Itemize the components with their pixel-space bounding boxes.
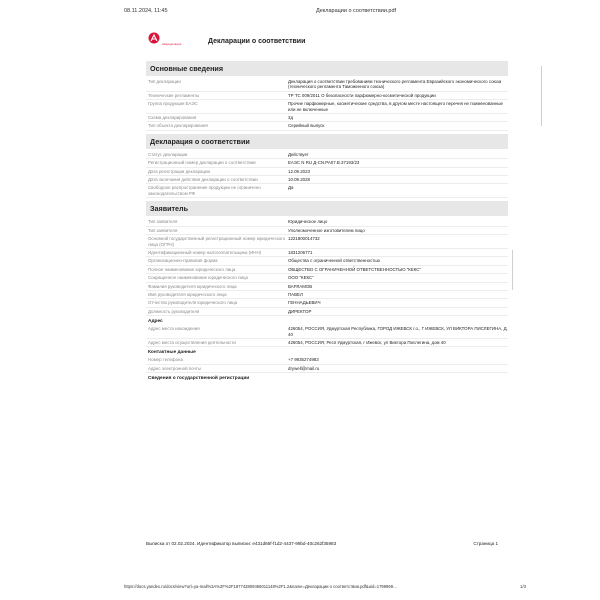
table-row — [146, 274, 508, 282]
table-row — [146, 339, 508, 347]
row-value: 426054, РОССИЯ, Респ Удмуртская, г Ижевск, ул Виктора Пислегина, дом 40 — [288, 339, 446, 345]
section-title: Заявитель — [146, 201, 508, 216]
document-title: Декларации о соответствии — [208, 38, 306, 45]
row-value: Уполномоченное изготовителем лицо — [288, 227, 365, 233]
row-label: Технические регламенты — [148, 92, 200, 98]
subsection-title: Контактные данные — [148, 350, 196, 356]
row-label: Основной государственный регистрационный номер юридического лица (ОГРН) — [148, 236, 286, 247]
row-label: Отчество руководителя юридического лица — [148, 300, 238, 306]
table-row — [146, 299, 508, 307]
row-value: Действует — [288, 151, 309, 157]
table-row — [146, 78, 508, 92]
print-footer — [124, 584, 526, 589]
row-label: Идентификационный номер налогоплательщика (ИНН) — [148, 249, 262, 255]
page-label: Страница 1 — [473, 541, 498, 546]
table-row — [146, 266, 508, 274]
row-value: ПАВЕЛ — [288, 291, 303, 297]
row-label: Организационно-правовая форма — [148, 258, 218, 264]
row-label: Дата окончания действия декларации о соответствии — [148, 177, 258, 183]
row-label: Тип заявителя — [148, 219, 178, 225]
row-value: Да — [288, 185, 294, 191]
row-label: Дата регистрации декларации — [148, 168, 210, 174]
row-value: Декларация о соответствии требованиям технического регламента Евразийского экономического союза (технического регламента Таможенного союза) — [288, 79, 502, 90]
row-value: Прочие парфюмерные, косметические средства, в другом месте настоящего перечня не поименованные или не включенные — [288, 101, 503, 112]
table-row — [146, 176, 508, 184]
subsection-title: Сведения о государственной регистрации — [148, 376, 250, 382]
section-title: Основные сведения — [146, 61, 508, 76]
document-header — [146, 30, 506, 52]
row-value: ОБЩЕСТВО С ОГРАНИЧЕННОЙ ОТВЕТСТВЕННОСТЬЮ "КЕКС" — [288, 266, 422, 272]
row-value: 1831206771 — [288, 249, 313, 255]
row-value: ЕАЭС N RU Д-CN.PA07.B.37193/23 — [288, 160, 360, 166]
table-row — [146, 92, 508, 100]
table-row — [146, 235, 508, 249]
table-row — [146, 114, 508, 122]
row-value: Общества с ограниченной ответственностью — [288, 258, 380, 264]
row-label: Адрес электронной почты — [148, 365, 201, 371]
row-label: Регистрационный номер декларации о соответствии — [148, 160, 256, 166]
section-title: Декларация о соответствии — [146, 134, 508, 149]
table-row — [146, 283, 508, 291]
row-label: Адрес места осуществления деятельности — [148, 339, 236, 345]
row-value: ООО "КЕКС" — [288, 275, 314, 281]
logo-text: Аккредитация — [162, 42, 182, 46]
row-value: Серийный выпуск — [288, 123, 325, 129]
table-row — [146, 365, 508, 373]
extract-id: Выписка от 02.02.2024. Идентификатор выписки: e431d66f-f1d2-4437-99bd-40c262f35983 — [146, 541, 337, 546]
row-label: Тип заявителя — [148, 227, 178, 233]
row-label: Тип декларации — [148, 79, 181, 84]
accreditation-logo-icon — [148, 32, 160, 44]
table-row — [146, 159, 508, 167]
row-value: ГЕННАДЬЕВИЧ — [288, 300, 321, 306]
row-label: Фамилия руководителя юридического лица — [148, 283, 237, 289]
row-value: +7 9935274983 — [288, 357, 319, 363]
table-row — [146, 291, 508, 299]
table-row — [146, 227, 508, 235]
table-row — [146, 184, 508, 198]
row-value: 12.09.2023 — [288, 168, 310, 174]
row-label: Статус декларации — [148, 151, 188, 157]
table-row — [146, 308, 508, 316]
row-label: Полное наименование юридического лица — [148, 266, 236, 272]
row-value: 10.09.2028 — [288, 177, 310, 183]
subsection-title: Адрес — [148, 319, 163, 325]
print-url: https://docs.yandex.ru/docs/view?url=ya-mail%3A%2F%2F187743809466011148%2F1.2&name=Декларации о соответствии.pdf&uid=1799969… — [124, 584, 398, 589]
row-value: ДИРЕКТОР — [288, 308, 312, 314]
print-page-number: 1/3 — [520, 584, 526, 589]
print-filename: Декларации о соответствии.pdf — [316, 8, 397, 14]
row-label: Тип объекта декларирования — [148, 123, 208, 129]
row-label: Группа продукции ЕАЭС — [148, 101, 198, 107]
edge-mark — [512, 250, 513, 290]
edge-mark — [541, 66, 542, 126]
table-row — [146, 151, 508, 159]
row-label: Сокращенное наименование юридического лица — [148, 275, 248, 281]
row-label: Должность руководителя — [148, 308, 200, 314]
row-value: Юридическое лицо — [288, 219, 328, 225]
row-label: Адрес места нахождения — [148, 326, 200, 332]
table-row — [146, 325, 508, 339]
row-value: 426054, РОССИЯ, Удмуртская Республика, ГОРОД ИЖЕВСК г.о., Г ИЖЕВСК, УЛ ВИКТОРА ПИСЛЕГИНА, Д. 40 — [288, 326, 508, 337]
row-value: drywell@mail.ru — [288, 365, 320, 371]
table-row — [146, 100, 508, 114]
table-row — [146, 249, 508, 257]
row-label: Номер телефона — [148, 357, 183, 363]
table-row — [146, 218, 508, 226]
row-value: 1221800014732 — [288, 236, 320, 242]
row-value: ТР ТС 009/2011 О безопасности парфюмерно-косметической продукции — [288, 92, 436, 98]
row-value: 3д — [288, 115, 294, 121]
row-value: ВАРЛАМОВ — [288, 283, 313, 289]
row-label: Свободное распространение продукции не ограничено законодательством РФ — [148, 185, 261, 196]
table-row — [146, 356, 508, 364]
print-datetime: 08.11.2024, 11:45 — [124, 8, 168, 14]
table-row — [146, 168, 508, 176]
row-label: Схема декларирования — [148, 115, 197, 121]
extract-footer — [146, 541, 506, 546]
table-row — [146, 122, 508, 130]
row-label: Имя руководителя юридического лица — [148, 291, 227, 297]
document-content — [146, 58, 508, 382]
table-row — [146, 257, 508, 265]
